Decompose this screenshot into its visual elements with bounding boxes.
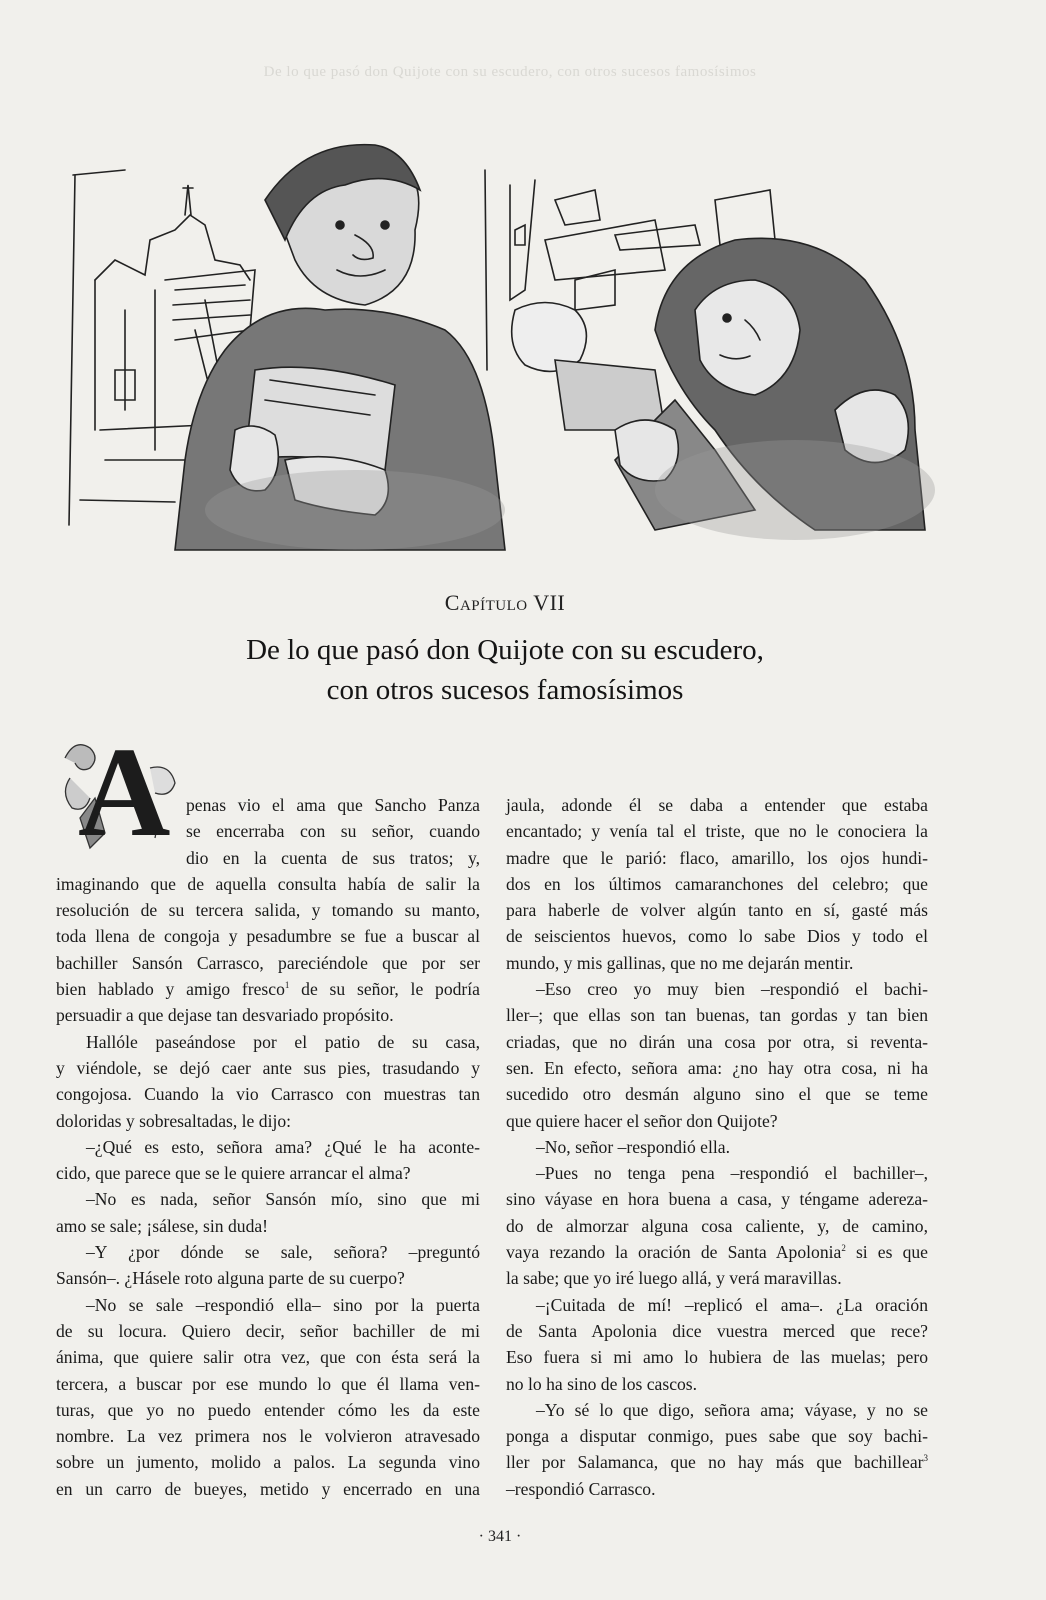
text-line-content: –¿Qué es esto, señora ama? ¿Qué le ha aconte- (86, 1136, 480, 1157)
text-line-content: –Eso creo yo muy bien –respondió el bachi- (536, 979, 928, 1000)
text-line (56, 1186, 480, 1212)
text-line-content: –Pues no tenga pena –respondió el bachiller–, (536, 1163, 928, 1184)
text-line (506, 1160, 928, 1186)
text-line (506, 897, 928, 923)
text-line-content: –No se sale –respondió ella– sino por la puerta (86, 1294, 480, 1315)
text-line-content: sucedido otro desmán alguno sino el que se teme (506, 1084, 928, 1105)
text-line (506, 950, 928, 976)
text-line-content: penas vio el ama que Sancho Panza (186, 795, 480, 815)
text-line (506, 845, 928, 871)
text-line-content: persuadir a que dejase tan desvariado propósito. (56, 1005, 394, 1026)
text-line-content: resolución de su tercera salida, y tomando su manto, (56, 900, 480, 921)
text-line (56, 1265, 480, 1291)
text-line (56, 976, 480, 1002)
text-line-content: para haberle de volver algún tanto en sí, gasté más (506, 900, 928, 921)
chapter-label-prefix: C (444, 590, 460, 615)
text-line-content: –Yo sé lo que digo, señora ama; váyase, y no se (536, 1399, 928, 1420)
text-line (506, 1213, 928, 1239)
footnote-marker: 2 (841, 1243, 846, 1254)
chapter-illustration (55, 130, 960, 560)
text-line-content: bachiller Sansón Carrasco, pareciéndole que por ser (56, 952, 480, 973)
text-line-content: bien hablado y amigo fresco (56, 979, 285, 1000)
text-line (56, 1029, 480, 1055)
text-line-content: sino váyase en hora buena a casa, y téngame adereza- (506, 1189, 928, 1210)
text-line-content: Hallóle paseándose por el patio de su casa, (86, 1031, 480, 1052)
text-line-content: y viéndole, se dejó caer ante sus pies, trasudando y (56, 1057, 480, 1078)
text-line-content: doloridas y sobresaltadas, le dijo: (56, 1110, 292, 1131)
text-line (56, 897, 480, 923)
chapter-label (0, 590, 1010, 616)
text-line (56, 1476, 480, 1502)
text-line (56, 845, 480, 871)
text-line (506, 1055, 928, 1081)
show-through-header: De lo que pasó don Quijote con su escudero, con otros sucesos famosísimos (263, 64, 757, 80)
text-line-continuation: si es que (845, 1242, 928, 1263)
text-line-content: la sabe; que yo iré luego allá, y verá maravillas. (506, 1268, 842, 1289)
text-line-continuation: de su señor, le podría (289, 979, 480, 1000)
chapter-title-line-2: con otros sucesos famosísimos (326, 674, 684, 706)
text-line-content: –No es nada, señor Sansón mío, sino que mi (86, 1189, 480, 1210)
text-line-content: ller por Salamanca, que no hay más que bachillear (506, 1452, 924, 1473)
text-line-content: ller–; que ellas son tan buenas, tan gordas y tan bien (506, 1005, 928, 1026)
text-line-content: tercera, a buscar por ese mundo lo que él llama ven- (56, 1373, 480, 1394)
text-line (506, 1186, 928, 1212)
footnote-marker: 1 (284, 980, 290, 991)
text-line (506, 1449, 928, 1475)
text-line (56, 1371, 480, 1397)
text-line (506, 1292, 928, 1318)
text-line (56, 1397, 480, 1423)
text-line-content: sen. En efecto, señora ama: ¿no hay otra cosa, ni ha (506, 1057, 928, 1078)
text-line (506, 1371, 928, 1397)
text-line-content: amo se sale; ¡sálese, sin duda! (56, 1215, 269, 1236)
footnote-marker: 3 (923, 1453, 928, 1464)
text-line (56, 1002, 480, 1028)
text-line-content: que quiere hacer el señor don Quijote? (506, 1110, 778, 1131)
text-line (56, 871, 480, 897)
chapter-label-rest: apítulo VII (459, 590, 566, 615)
text-line (506, 792, 928, 818)
text-line (506, 1081, 928, 1107)
text-line (56, 1344, 480, 1370)
text-line (56, 1239, 480, 1265)
text-line-content: toda llena de congoja y pesadumbre se fue a buscar al (56, 926, 480, 947)
text-line-content: criadas, que no dirán una cosa por otra, si reventa- (506, 1031, 928, 1052)
text-line (56, 1055, 480, 1081)
drop-cap-letter: A (78, 721, 171, 863)
text-line (506, 1108, 928, 1134)
text-line (56, 818, 480, 844)
text-line (56, 1449, 480, 1475)
text-line (506, 1423, 928, 1449)
text-line-content: –Y ¿por dónde se sale, señora? –preguntó (86, 1242, 480, 1263)
page-number: · 341 · (478, 1528, 522, 1545)
text-line (56, 1423, 480, 1449)
text-line (506, 1002, 928, 1028)
text-line (56, 950, 480, 976)
text-line (56, 1108, 480, 1134)
text-line (56, 1160, 480, 1186)
text-line-content: do de almorzar alguna cosa caliente, y, de camino, (506, 1215, 928, 1236)
text-line (506, 1239, 928, 1265)
text-line-content: vaya rezando la oración de Santa Apolonia (506, 1242, 842, 1263)
left-text-column (56, 792, 480, 1502)
text-line (506, 1134, 928, 1160)
text-line (506, 1397, 928, 1423)
text-line-content: encantado; y venía tal el triste, que no le conociera la (506, 821, 928, 842)
text-line-content: cido, que parece que se le quiere arrancar el alma? (56, 1163, 411, 1184)
text-line-content: congojosa. Cuando la vio Carrasco con muestras tan (56, 1084, 480, 1105)
text-line-content: ánima, que quiere salir otra vez, que con ésta será la (56, 1347, 480, 1368)
text-line (506, 818, 928, 844)
text-line-content: –¡Cuitada de mí! –replicó el ama–. ¿La oración (536, 1294, 928, 1315)
text-line-content: madre que le parió: flaco, amarillo, los ojos hundi- (506, 847, 928, 868)
text-line (506, 871, 928, 897)
text-line (506, 1029, 928, 1055)
text-line (506, 1318, 928, 1344)
text-line (506, 1476, 928, 1502)
text-line (56, 923, 480, 949)
text-line-content: nombre. La vez primera nos le volvieron atravesado (56, 1426, 480, 1447)
text-line (506, 1265, 928, 1291)
text-line (506, 976, 928, 1002)
text-line-content: de Santa Apolonia dice vuestra merced que rece? (506, 1320, 928, 1341)
text-line-content: ponga a disputar conmigo, pues sabe que soy bachi- (506, 1426, 928, 1447)
right-text-column (506, 792, 928, 1502)
text-line-content: turas, que yo no puedo entender cómo les da este (56, 1399, 480, 1420)
text-line (56, 1318, 480, 1344)
text-line (506, 923, 928, 949)
text-line-content: mundo, y mis gallinas, que no me dejarán mentir. (506, 952, 854, 973)
text-line (56, 1081, 480, 1107)
chapter-title (150, 630, 860, 710)
text-line (506, 1344, 928, 1370)
text-line-content: en un carro de bueyes, metido y encerrado en una (56, 1478, 480, 1499)
text-line-content: sobre un jumento, molido a palos. La segunda vino (56, 1452, 480, 1473)
text-line-content: –No, señor –respondió ella. (536, 1136, 730, 1157)
text-line-content: jaula, adonde él se daba a entender que estaba (506, 795, 928, 815)
text-line-content: de seiscientos huevos, como lo sabe Dios y todo el (506, 926, 928, 947)
text-line (56, 792, 480, 818)
text-line-content: dio en la cuenta de sus tratos; y, (186, 847, 480, 868)
text-line-content: dos en los últimos camaranchones del celebro; que (506, 873, 928, 894)
text-line (56, 1292, 480, 1318)
text-line-content: de su locura. Quiero decir, señor bachiller de mi (56, 1320, 480, 1341)
text-line-content: Eso fuera si mi amo lo hubiera de las muelas; pero (506, 1347, 928, 1368)
chapter-title-line-1: De lo que pasó don Quijote con su escudero, (246, 634, 764, 666)
text-line-content: se encerraba con su señor, cuando (186, 821, 480, 842)
text-line-content: no lo ha sino de los cascos. (506, 1373, 698, 1394)
text-line-content: –respondió Carrasco. (506, 1478, 656, 1499)
text-line (56, 1213, 480, 1239)
text-line-content: imaginando que de aquella consulta había de salir la (56, 873, 480, 894)
text-line (56, 1134, 480, 1160)
text-line-content: Sansón–. ¿Hásele roto alguna parte de su cuerpo? (56, 1268, 405, 1289)
